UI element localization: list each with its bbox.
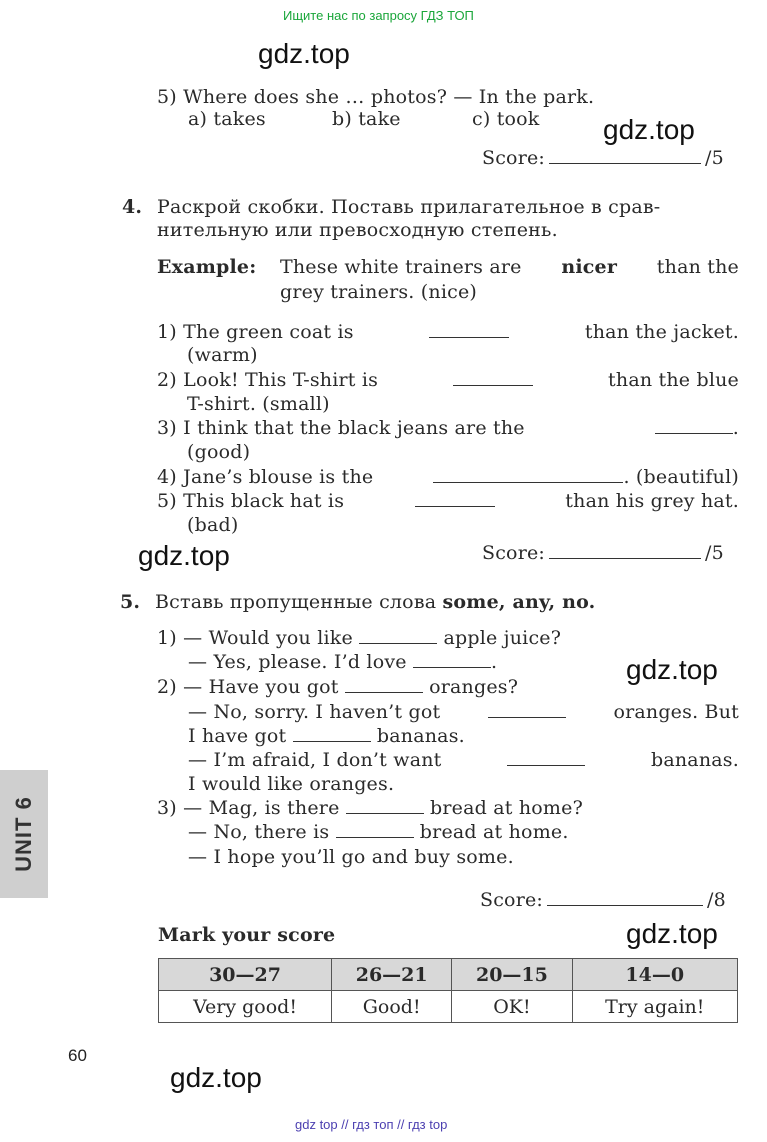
answer-blank[interactable] — [415, 506, 495, 507]
watermark: gdz.top — [626, 918, 718, 949]
task5-line-7: I would like oranges. — [188, 773, 395, 795]
footer-links[interactable]: gdz top // гдз топ // гдз top — [295, 1117, 448, 1132]
page-number: 60 — [68, 1046, 87, 1065]
score-table-header — [159, 959, 738, 991]
task5-instruction: Вставь пропущенные слова some, any, no. — [155, 591, 596, 613]
grade-cell: Good! — [332, 991, 452, 1023]
answer-blank[interactable] — [429, 337, 509, 338]
task4-item-2-hint: T-shirt. (small) — [187, 393, 330, 415]
answer-blank[interactable] — [453, 385, 533, 386]
task3-question-5: 5) Where does she … photos? — In the park. — [157, 86, 595, 108]
task4-instruction-line2: нительную или превосходную степень. — [157, 219, 558, 241]
grade-cell: Very good! — [159, 991, 332, 1023]
answer-blank[interactable] — [359, 643, 437, 644]
task4-number: 4. — [122, 196, 143, 218]
unit-tab-label: UNIT 6 — [11, 796, 36, 872]
task5-line-6: — I’m afraid, I don’t want bananas. — [188, 749, 739, 771]
watermark: gdz.top — [138, 540, 230, 571]
task5-line-9: — No, there is bread at home. — [188, 821, 569, 843]
task5-line-1: 1) — Would you like apple juice? — [157, 627, 562, 649]
answer-blank[interactable] — [413, 667, 491, 668]
answer-blank[interactable] — [507, 765, 585, 766]
score-range: 14—0 — [572, 959, 737, 991]
task3-option-c: c) took — [472, 108, 540, 130]
header-search-link[interactable]: Ищите нас по запросу ГДЗ ТОП — [283, 8, 474, 23]
watermark: gdz.top — [170, 1062, 262, 1093]
score-range: 26—21 — [332, 959, 452, 991]
task4-instruction-line1: Раскрой скобки. Поставь прилагательное в срав- — [157, 196, 661, 218]
mark-title: Mark your score — [158, 924, 336, 946]
task5-line-3: 2) — Have you got oranges? — [157, 676, 519, 698]
watermark: gdz.top — [258, 38, 350, 69]
task5-line-2: — Yes, please. I’d love . — [188, 651, 498, 673]
task5-number: 5. — [120, 591, 141, 613]
score-line: Score: /5 — [482, 542, 724, 564]
answer-blank[interactable] — [346, 813, 424, 814]
task3-option-b: b) take — [332, 108, 401, 130]
score-table — [158, 958, 738, 1023]
score-blank[interactable] — [549, 558, 701, 559]
example-line1: These white trainers are nicer than the — [280, 256, 739, 278]
answer-blank[interactable] — [293, 741, 371, 742]
score-max: /5 — [705, 147, 724, 169]
watermark: gdz.top — [603, 114, 695, 145]
task4-item-3: 3) I think that the black jeans are the . — [157, 417, 739, 439]
example-label: Example: — [157, 256, 257, 278]
task4-item-3-hint: (good) — [187, 441, 251, 463]
score-label: Score: — [482, 147, 546, 169]
score-blank[interactable] — [549, 163, 701, 164]
score-range: 20—15 — [452, 959, 572, 991]
answer-blank[interactable] — [433, 482, 623, 483]
answer-blank[interactable] — [345, 692, 423, 693]
answer-blank[interactable] — [655, 433, 733, 434]
grade-cell: OK! — [452, 991, 572, 1023]
task3-option-a: a) takes — [188, 108, 266, 130]
score-line: Score: /8 — [480, 889, 726, 911]
grade-cell: Try again! — [572, 991, 737, 1023]
task4-item-5: 5) This black hat is than his grey hat. — [157, 490, 739, 512]
score-table-grades — [159, 991, 738, 1023]
answer-blank[interactable] — [488, 717, 566, 718]
score-blank[interactable] — [547, 905, 703, 906]
task4-item-2: 2) Look! This T-shirt is than the blue — [157, 369, 739, 391]
task5-line-4: — No, sorry. I haven’t got oranges. But — [188, 701, 739, 723]
task5-line-10: — I hope you’ll go and buy some. — [188, 846, 514, 868]
score-line — [482, 147, 724, 169]
watermark: gdz.top — [626, 654, 718, 685]
task4-item-1-hint: (warm) — [187, 344, 258, 366]
task4-item-5-hint: (bad) — [187, 514, 239, 536]
task5-line-8: 3) — Mag, is there bread at home? — [157, 797, 583, 819]
task4-item-1: 1) The green coat is than the jacket. — [157, 321, 739, 343]
task5-line-5: I have got bananas. — [188, 725, 465, 747]
example-line2: grey trainers. (nice) — [280, 281, 478, 303]
answer-blank[interactable] — [336, 837, 414, 838]
task4-item-4: 4) Jane’s blouse is the . (beautiful) — [157, 466, 739, 488]
score-range: 30—27 — [159, 959, 332, 991]
